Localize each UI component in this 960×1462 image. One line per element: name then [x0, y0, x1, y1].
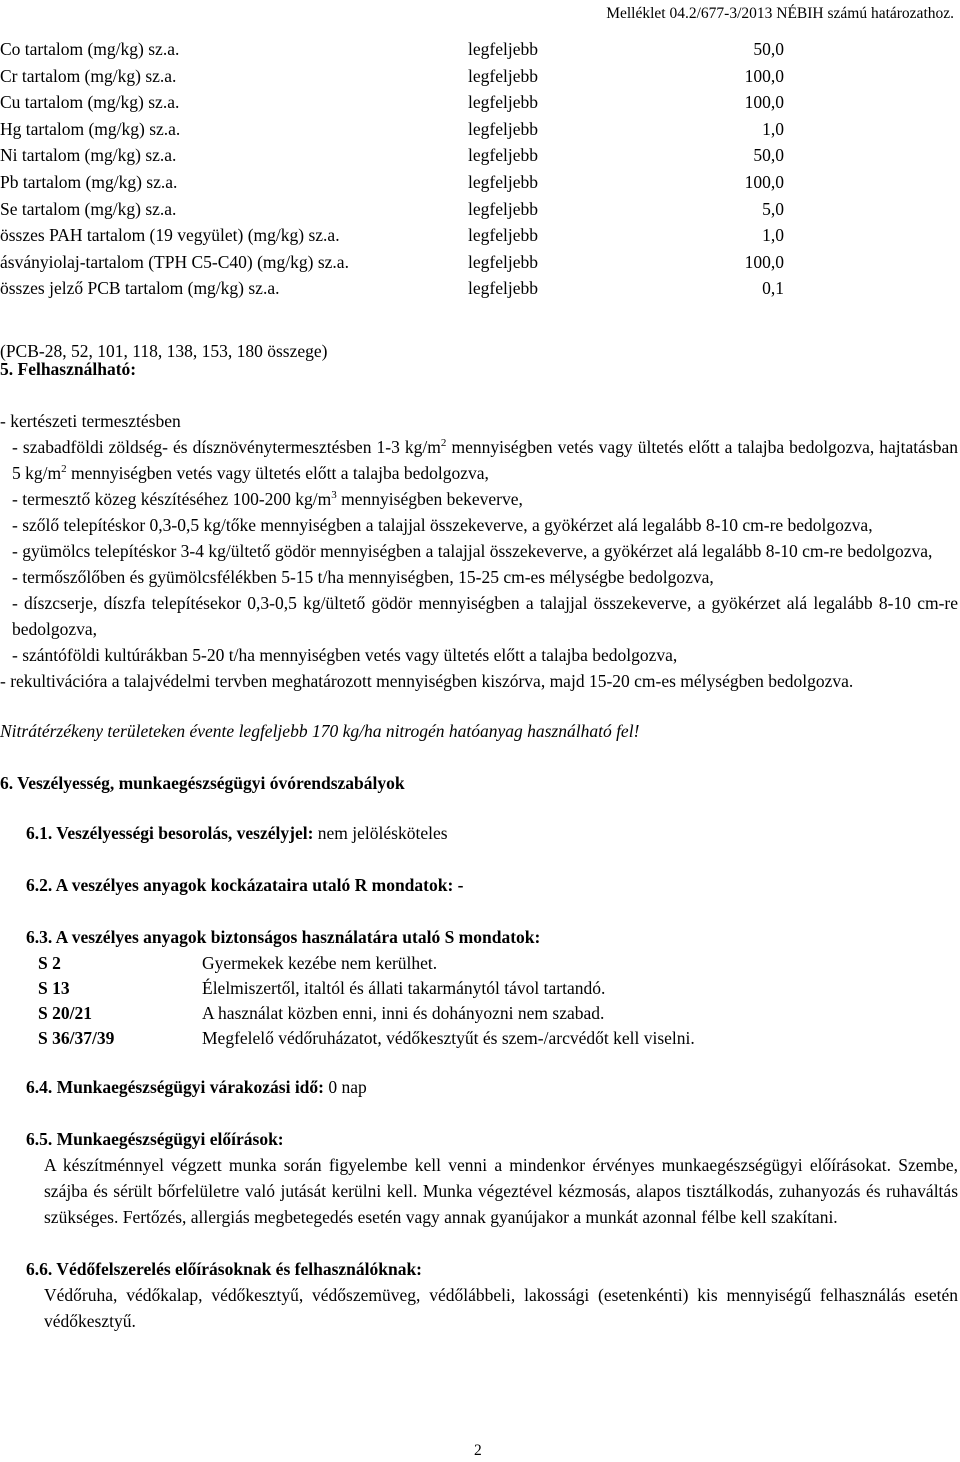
s-phrase-row	[0, 1000, 958, 1025]
s-phrase-text: Élelmiszertől, italtól és állati takarmánytól távol tartandó.	[202, 978, 606, 998]
limit-row	[0, 169, 960, 196]
section-6-4-label: 6.4. Munkaegészségügyi várakozási idő:	[26, 1077, 324, 1097]
section-6-1-value: nem jelölésköteles	[313, 823, 448, 843]
limit-qualifier: legfeljebb	[468, 39, 538, 59]
s-phrase-text: Megfelelő védőruházatot, védőkesztyűt és szem-/arcvédőt kell viselni.	[202, 1028, 695, 1048]
section-6-1	[0, 820, 958, 846]
limit-row	[0, 275, 960, 302]
limit-value: 1,0	[762, 118, 784, 139]
limit-row	[0, 249, 960, 276]
s-phrase-row	[0, 1025, 958, 1050]
limit-name: Pb tartalom (mg/kg) sz.a.	[0, 171, 178, 192]
usage-item-text: mennyiségben vetés vagy ültetés előtt a talajba bedolgozva,	[66, 463, 489, 483]
limit-qualifier: legfeljebb	[468, 198, 538, 219]
limit-row	[0, 142, 960, 169]
s-phrase-text: Gyermekek kezébe nem kerülhet.	[202, 953, 438, 973]
limit-row	[0, 116, 960, 143]
limit-qualifier: legfeljebb	[468, 171, 538, 192]
usage-item-text: - szabadföldi zöldség- és dísznövénytermesztésben 1-3 kg/m	[12, 437, 441, 457]
section-6-2: 6.2. A veszélyes anyagok kockázataira utaló R mondatok: -	[26, 875, 464, 895]
limit-value: 100,0	[744, 65, 784, 86]
superscript: 2	[61, 463, 67, 476]
section-6-6: 6.6. Védőfelszerelés előírásoknak és felhasználóknak:	[26, 1259, 423, 1279]
limit-row	[0, 196, 960, 223]
limit-qualifier: legfeljebb	[468, 92, 538, 113]
limit-value: 100,0	[744, 92, 784, 113]
s-phrase-row	[0, 950, 958, 975]
section-6-5-text: A készítménnyel végzett munka során figyelembe kell venni a mindenkor érvényes munkaegészségügyi előírásokat. Szembe, szájba és sérült bőrfelületre való jutását kerülni kell. Munka végeztével kézmosás, alapos tisztálkodás, zuhanyozás és ruhaváltás szükséges. Fertőzés, allergiás megbetegedés esetén vagy annak gyanújakor a munkát azonnal félbe kell szakítani.	[44, 1155, 958, 1227]
limit-qualifier: legfeljebb	[468, 278, 538, 299]
limit-name: összes jelző PCB tartalom (mg/kg) sz.a.	[0, 278, 280, 299]
limit-qualifier: legfeljebb	[468, 145, 538, 166]
limit-name: Hg tartalom (mg/kg) sz.a.	[0, 118, 181, 139]
section-6-4	[0, 1074, 958, 1100]
usage-item: - szántóföldi kultúrákban 5-20 t/ha mennyiségben vetés vagy ültetés előtt a talajba bedolgozva,	[12, 645, 678, 665]
limit-qualifier: legfeljebb	[468, 118, 538, 139]
nitrate-warning: Nitrátérzékeny területeken évente legfeljebb 170 kg/ha nitrogén hatóanyag használható fel!	[0, 721, 640, 741]
document-body	[0, 356, 958, 1334]
limit-value: 0,1	[762, 278, 784, 299]
limit-name: összes PAH tartalom (19 vegyület) (mg/kg) sz.a.	[0, 225, 340, 246]
superscript: 3	[331, 489, 337, 502]
limit-row	[0, 222, 960, 249]
limit-value: 50,0	[753, 39, 784, 59]
usage-item: - gyümölcs telepítéskor 3-4 kg/ültető gödör mennyiségben a talajjal összekeverve, a gyökérzet alá legalább 8-10 cm-re bedolgozva,	[12, 541, 933, 561]
limit-name: Co tartalom (mg/kg) sz.a.	[0, 39, 180, 59]
usage-item: - szőlő telepítéskor 0,3-0,5 kg/tőke mennyiségben a talajjal összekeverve, a gyökérzet alá legalább 8-10 cm-re bedolgozva,	[12, 515, 873, 535]
limit-name: Se tartalom (mg/kg) sz.a.	[0, 198, 177, 219]
limit-value: 5,0	[762, 198, 784, 219]
usage-item-text: - termesztő közeg készítéséhez 100-200 kg/m	[12, 489, 332, 509]
document-reference-header: Melléklet 04.2/677-3/2013 NÉBIH számú határozathoz.	[606, 5, 954, 22]
limit-row	[0, 89, 960, 116]
usage-item	[0, 486, 958, 512]
limit-name: Ni tartalom (mg/kg) sz.a.	[0, 145, 177, 166]
pcb-note: (PCB-28, 52, 101, 118, 138, 153, 180 összege)	[0, 341, 328, 361]
limits-table	[0, 36, 960, 361]
section-6-4-value: 0 nap	[324, 1077, 367, 1097]
section-6-heading: 6. Veszélyesség, munkaegészségügyi óvórendszabályok	[0, 773, 405, 793]
s-phrase-code: S 36/37/39	[38, 1028, 115, 1048]
section-6-5: 6.5. Munkaegészségügyi előírások:	[26, 1129, 284, 1149]
limit-qualifier: legfeljebb	[468, 65, 538, 86]
limit-row	[0, 63, 960, 90]
usage-item: - termőszőlőben és gyümölcsfélékben 5-15 t/ha mennyiségben, 15-25 cm-es mélységbe bedolgozva,	[12, 567, 714, 587]
section-6-1-label: 6.1. Veszélyességi besorolás, veszélyjel:	[26, 823, 314, 843]
limit-qualifier: legfeljebb	[468, 251, 538, 272]
section-5-heading: 5. Felhasználható:	[0, 359, 137, 379]
s-phrase-code: S 20/21	[38, 1003, 92, 1023]
s-phrase-row	[0, 975, 958, 1000]
s-phrase-code: S 13	[38, 978, 70, 998]
limit-value: 100,0	[744, 171, 784, 192]
limit-value: 1,0	[762, 225, 784, 246]
section-6-3: 6.3. A veszélyes anyagok biztonságos használatára utaló S mondatok:	[26, 927, 541, 947]
usage-item: - díszcserje, díszfa telepítésekor 0,3-0,5 kg/ültető gödör mennyiségben a talajjal összekeverve, a gyökérzet alá legalább 8-10 cm-re bedolgozva,	[12, 593, 958, 639]
page-number: 2	[474, 1442, 482, 1459]
limit-name: ásványiolaj-tartalom (TPH C5-C40) (mg/kg) sz.a.	[0, 251, 349, 272]
limit-qualifier: legfeljebb	[468, 225, 538, 246]
section-6-6-text: Védőruha, védőkalap, védőkesztyű, védőszemüveg, védőlábbeli, lakossági (esetenkénti) kis mennyiségű felhasználás esetén védőkesztyű.	[44, 1285, 958, 1331]
limit-name: Cr tartalom (mg/kg) sz.a.	[0, 65, 177, 86]
s-phrase-text: A használat közben enni, inni és dohányozni nem szabad.	[202, 1003, 605, 1023]
usage-item: - rekultivációra a talajvédelmi tervben meghatározott mennyiségben kiszórva, majd 15-20 cm-es mélységben bedolgozva.	[0, 671, 854, 691]
usage-item-text: mennyiségben bekeverve,	[336, 489, 523, 509]
limit-value: 50,0	[753, 145, 784, 166]
limit-value: 100,0	[744, 251, 784, 272]
usage-intro: - kertészeti termesztésben	[0, 411, 181, 431]
usage-item	[0, 434, 958, 486]
superscript: 2	[440, 437, 447, 450]
s-phrase-code: S 2	[38, 953, 61, 973]
limit-name: Cu tartalom (mg/kg) sz.a.	[0, 92, 180, 113]
usage-item-text: mennyiségben vetés vagy ültetés előtt a talajba bedolgozva, hajtatásban 5 kg/m	[12, 437, 958, 483]
limit-row	[0, 36, 960, 63]
